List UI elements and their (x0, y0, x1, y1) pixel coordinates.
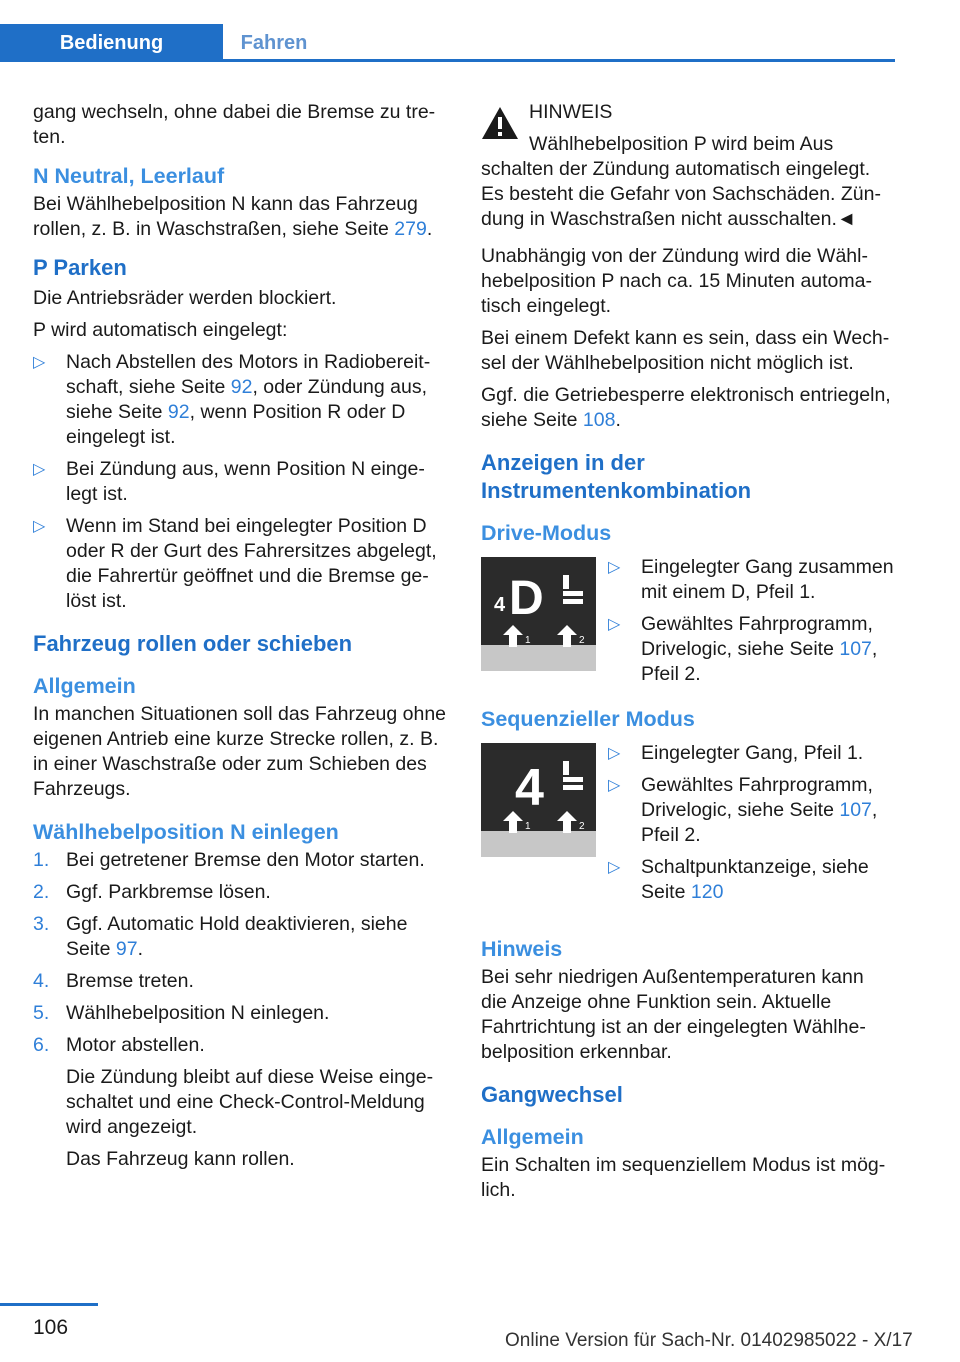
list-item: 6. Motor abstellen. Die Zündung bleibt auf diese Weise eingeschaltet und eine Check-Control-Meldung wird angezeigt. Das Fahrzeug kann rollen. (33, 1033, 448, 1172)
right-column (481, 100, 895, 1210)
seq-figure-row (481, 741, 895, 905)
seq-big-digit: 4 (515, 759, 544, 817)
bullet-triangle-icon: ▷ (608, 745, 621, 762)
page-link-92[interactable]: 92 (167, 401, 190, 423)
chapter-tabs (0, 24, 895, 62)
page-link-279[interactable]: 279 (394, 218, 427, 240)
svg-text:1: 1 (525, 821, 531, 832)
drive-figure-row (481, 555, 895, 687)
right-text-1: Unabhängig von der Zündung wird die Wählhebelposition P nach ca. 15 Minuten automatisch eingelegt. (481, 245, 872, 317)
list-item: ▷ Eingelegter Gang, Pfeil 1. (608, 742, 864, 764)
page-link-97[interactable]: 97 (115, 938, 138, 960)
parken-heading: P Parken (33, 255, 127, 280)
warning-box (481, 100, 895, 232)
page-number: 106 (33, 1316, 69, 1339)
list-item: 3. Ggf. Automatic Hold deaktivieren, siehe Seite 97. (33, 913, 408, 960)
parken-list (33, 350, 448, 614)
left-column (33, 100, 448, 1179)
warning-triangle-icon (481, 106, 519, 140)
svg-text:2: 2 (579, 821, 585, 832)
bullet-triangle-icon: ▷ (33, 461, 46, 478)
drive-list (608, 555, 895, 687)
seq-list (608, 741, 895, 905)
gangwechsel-heading: Gangwechsel (481, 1082, 623, 1107)
list-item: ▷ Bei Zündung aus, wenn Position N eingelegt ist. (33, 458, 425, 505)
step6-detail-2: Das Fahrzeug kann rollen. (66, 1148, 295, 1170)
tab-fahren[interactable]: Fahren (240, 32, 308, 54)
page-link-107[interactable]: 107 (839, 799, 872, 821)
right-text-2: Bei einem Defekt kann es sein, dass ein Wechsel der Wählhebelposition nicht möglich ist. (481, 327, 890, 374)
bullet-triangle-icon: ▷ (33, 354, 46, 371)
hinweis-heading: Hinweis (481, 937, 563, 961)
parken-text-1: Die Antriebsräder werden blockiert. (33, 287, 337, 309)
rollen-heading: Fahrzeug rollen oder schieben (33, 631, 353, 656)
drive-heading: Drive-Modus (481, 521, 612, 545)
drive-small-digit: 4 (494, 594, 506, 616)
list-item: ▷ Eingelegter Gang zusammen mit einem D, Pfeil 1. (608, 556, 894, 603)
svg-text:1: 1 (525, 635, 531, 646)
neutral-heading: N Neutral, Leerlauf (33, 164, 225, 188)
page-link-120[interactable]: 120 (690, 881, 724, 903)
page-link-107[interactable]: 107 (839, 638, 872, 660)
list-item: ▷ Gewähltes Fahrprogramm, Drivelogic, siehe Seite 107, Pfeil 2. (608, 613, 878, 685)
tab-bedienung[interactable]: Bedienung (0, 24, 223, 62)
steps-list (33, 848, 448, 1172)
drive-big-letter: D (509, 572, 544, 625)
anzeigen-heading: Anzeigen in der Instrumentenkombination (481, 450, 752, 503)
bullet-triangle-icon: ▷ (33, 518, 46, 535)
list-item: 2. Ggf. Parkbremse lösen. (33, 881, 271, 903)
warning-title: HINWEIS (529, 101, 613, 123)
right-text-3: Ggf. die Getriebesperre elektronisch entriegeln, siehe Seite 108. (481, 384, 891, 431)
bullet-triangle-icon: ▷ (608, 616, 621, 633)
gang-allgemein-heading: Allgemein (481, 1125, 584, 1149)
online-version-note: Online Version für Sach-Nr. 01402985022 - X/17 (505, 1330, 913, 1351)
list-item: ▷ Schaltpunktanzeige, siehe Seite 120 (608, 856, 869, 903)
page-link-108[interactable]: 108 (582, 409, 616, 431)
list-item: 5. Wählhebelposition N einlegen. (33, 1002, 330, 1024)
bullet-triangle-icon: ▷ (608, 859, 621, 876)
intro-text: gang wechseln, ohne dabei die Bremse zu treten. (33, 101, 436, 148)
footer-rule (0, 1303, 98, 1306)
step6-detail-1: Die Zündung bleibt auf diese Weise eingeschaltet und eine Check-Control-Meldung wird angezeigt. (66, 1066, 434, 1138)
parken-text-2: P wird automatisch eingelegt: (33, 319, 288, 341)
warning-text: schalten der Zündung automatisch eingelegt. Es besteht die Gefahr von Sachschäden. Zündung in Waschstraßen nicht ausschalten.◄ (481, 158, 881, 230)
gang-text: Ein Schalten im sequenziellem Modus ist möglich. (481, 1154, 886, 1201)
list-item: 1. Bei getretener Bremse den Motor starten. (33, 849, 425, 871)
list-item: ▷ Gewähltes Fahrprogramm, Drivelogic, siehe Seite 107, Pfeil 2. (608, 774, 878, 846)
svg-text:2: 2 (579, 635, 585, 646)
warning-line-1: Wählhebelposition P wird beim Aus (529, 133, 834, 155)
drive-mode-display-image (481, 557, 596, 671)
einlegen-heading: Wählhebelposition N einlegen (33, 820, 339, 844)
page-link-92[interactable]: 92 (230, 376, 253, 398)
sequential-mode-display-image (481, 743, 596, 857)
list-item: 4. Bremse treten. (33, 970, 194, 992)
list-item: ▷ Nach Abstellen des Motors in Radiobereitschaft, siehe Seite 92, oder Zündung aus, siehe Seite 92, wenn Position R oder D eingelegt ist. (33, 351, 431, 448)
list-item: ▷ Wenn im Stand bei eingelegter Position D oder R der Gurt des Fahrersitzes abgelegt, die Fahrertür geöffnet und die Bremse gelöst ist. (33, 515, 437, 612)
neutral-text: Bei Wählhebelposition N kann das Fahrzeug rollen, z. B. in Waschstraßen, siehe Seite 279. (33, 193, 433, 240)
seq-heading: Sequenzieller Modus (481, 707, 695, 731)
bullet-triangle-icon: ▷ (608, 777, 621, 794)
bullet-triangle-icon: ▷ (608, 559, 621, 576)
allgemein-text: In manchen Situationen soll das Fahrzeug ohne eigenen Antrieb eine kurze Strecke rollen, z. B. in einer Waschstraße oder zum Schieben des Fahrzeugs. (33, 703, 447, 800)
hinweis-text: Bei sehr niedrigen Außentemperaturen kann die Anzeige ohne Funktion sein. Aktuelle Fahrtrichtung ist an der eingelegten Wählhebelposition erkennbar. (481, 966, 866, 1063)
allgemein-heading: Allgemein (33, 674, 136, 698)
